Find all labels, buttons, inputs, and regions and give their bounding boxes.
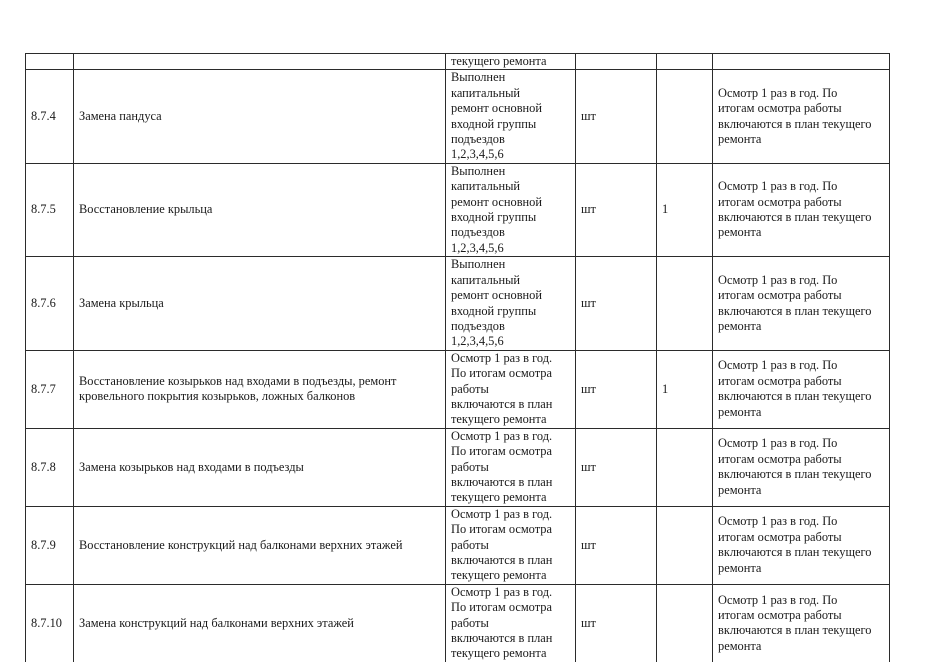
note-cell [713,506,890,584]
note-line: ремонта [718,560,762,575]
note-line: итогам осмотра работы [718,101,842,116]
status-line: текущего ремонта [451,646,547,661]
status-cell [446,70,576,163]
note-line: итогам осмотра работы [718,529,842,544]
status-line: Выполнен [451,163,506,178]
status-line: работы [451,537,489,552]
status-line: подъездов [451,132,505,147]
note-line: включаются в план текущего [718,210,872,225]
item-number: 8.7.6 [26,257,74,350]
quantity [657,257,713,350]
unit: шт [576,163,657,256]
item-number: 8.7.9 [26,506,74,584]
work-name: Восстановление козырьков над входами в подъезды, ремонт кровельного покрытия козырьков, ложных балконов [74,350,446,428]
status-line: текущего ремонта [451,568,547,583]
status-line: работы [451,381,489,396]
status-line: капитальный [451,179,521,194]
status-line: 1,2,3,4,5,6 [451,147,504,162]
quantity [657,584,713,662]
status-line: включаются в план [451,631,553,646]
note-line: включаются в план текущего [718,467,872,482]
note-line: Осмотр 1 раз в год. По [718,272,838,287]
status-line: включаются в план [451,553,553,567]
unit: шт [576,428,657,506]
work-name: Замена козырьков над входами в подъезды [74,428,446,506]
note-cell [713,428,890,506]
note-line: Осмотр 1 раз в год. По [718,436,838,451]
item-number: 8.7.5 [26,163,74,256]
status-line: Осмотр 1 раз в год. [451,506,553,521]
work-name: Восстановление крыльца [74,163,446,256]
note-cell [713,257,890,350]
note-line: итогам осмотра работы [718,451,842,466]
status-line: По итогам осмотра [451,522,552,537]
note-cell [713,584,890,662]
quantity: 1 [657,163,713,256]
status-line: ремонт основной [451,194,543,209]
note-line: итогам осмотра работы [718,288,842,303]
status-line: Выполнен [451,257,506,272]
status-line: подъездов [451,225,505,240]
note-line: итогам осмотра работы [718,607,842,622]
status-line: По итогам осмотра [451,366,552,381]
status-line: включаются в план [451,474,553,489]
table-row [26,257,890,350]
note-line: ремонта [718,132,762,147]
status-line: 1,2,3,4,5,6 [451,240,504,255]
table-row [26,506,890,584]
status-cell [446,428,576,506]
unit: шт [576,70,657,163]
status-line: текущего ремонта [451,412,547,427]
note-line: Осмотр 1 раз в год. По [718,514,838,529]
unit: шт [576,257,657,350]
status-line: текущего ремонта [451,490,547,505]
table-row [26,350,890,428]
note-line: Осмотр 1 раз в год. По [718,179,838,194]
note-line: ремонта [718,404,762,419]
note-line: Осмотр 1 раз в год. По [718,358,838,373]
status-cell [446,350,576,428]
item-number: 8.7.7 [26,350,74,428]
work-name: Замена пандуса [74,70,446,163]
status-line: 1,2,3,4,5,6 [451,334,504,349]
status-line: капитальный [451,85,521,100]
item-number: 8.7.8 [26,428,74,506]
note-line: включаются в план текущего [718,389,872,404]
note-cell [713,163,890,256]
status-cell [446,257,576,350]
table-row [26,584,890,662]
note-line: ремонта [718,638,762,653]
quantity [657,428,713,506]
work-name: Замена конструкций над балконами верхних этажей [74,584,446,662]
status-line: входной группы [451,210,537,225]
status-line: По итогам осмотра [451,600,552,615]
note-cell [713,54,890,70]
quantity [657,70,713,163]
maintenance-table [25,53,890,662]
note-line: ремонта [718,225,762,240]
note-line: ремонта [718,482,762,497]
status-line: подъездов [451,318,505,333]
unit: шт [576,584,657,662]
quantity [657,506,713,584]
status-line: Выполнен [451,70,506,85]
status-line: капитальный [451,272,521,287]
status-line: Осмотр 1 раз в год. [451,428,553,443]
item-number: 8.7.10 [26,584,74,662]
status-line: По итогам осмотра [451,444,552,459]
table-body [26,54,890,662]
status-line: ремонт основной [451,288,543,303]
status-cell [446,584,576,662]
status-line: Осмотр 1 раз в год. [451,584,553,599]
item-number [26,54,74,70]
note-line: ремонта [718,318,762,333]
note-line: включаются в план текущего [718,116,872,131]
note-line: итогам осмотра работы [718,194,842,209]
note-line: включаются в план текущего [718,623,872,638]
quantity [657,54,713,70]
status-cell [446,54,576,70]
status-line: текущего ремонта [451,54,547,68]
note-cell [713,70,890,163]
note-line: Осмотр 1 раз в год. По [718,85,838,100]
note-line: включаются в план текущего [718,545,872,560]
status-line: работы [451,615,489,630]
note-line: итогам осмотра работы [718,373,842,388]
unit: шт [576,350,657,428]
table-row [26,54,890,70]
status-line: ремонт основной [451,101,543,116]
status-line: Осмотр 1 раз в год. [451,350,553,365]
work-name: Восстановление конструкций над балконами верхних этажей [74,506,446,584]
status-cell [446,163,576,256]
work-name [74,54,446,70]
status-line: входной группы [451,303,537,318]
unit: шт [576,506,657,584]
note-cell [713,350,890,428]
table-row [26,163,890,256]
status-line: включаются в план [451,396,553,411]
table-row [26,428,890,506]
status-cell [446,506,576,584]
status-line: работы [451,459,489,474]
note-line: включаются в план текущего [718,303,872,318]
table-row [26,70,890,163]
work-name: Замена крыльца [74,257,446,350]
note-line: Осмотр 1 раз в год. По [718,592,838,607]
status-line: входной группы [451,116,537,131]
unit [576,54,657,70]
item-number: 8.7.4 [26,70,74,163]
quantity: 1 [657,350,713,428]
